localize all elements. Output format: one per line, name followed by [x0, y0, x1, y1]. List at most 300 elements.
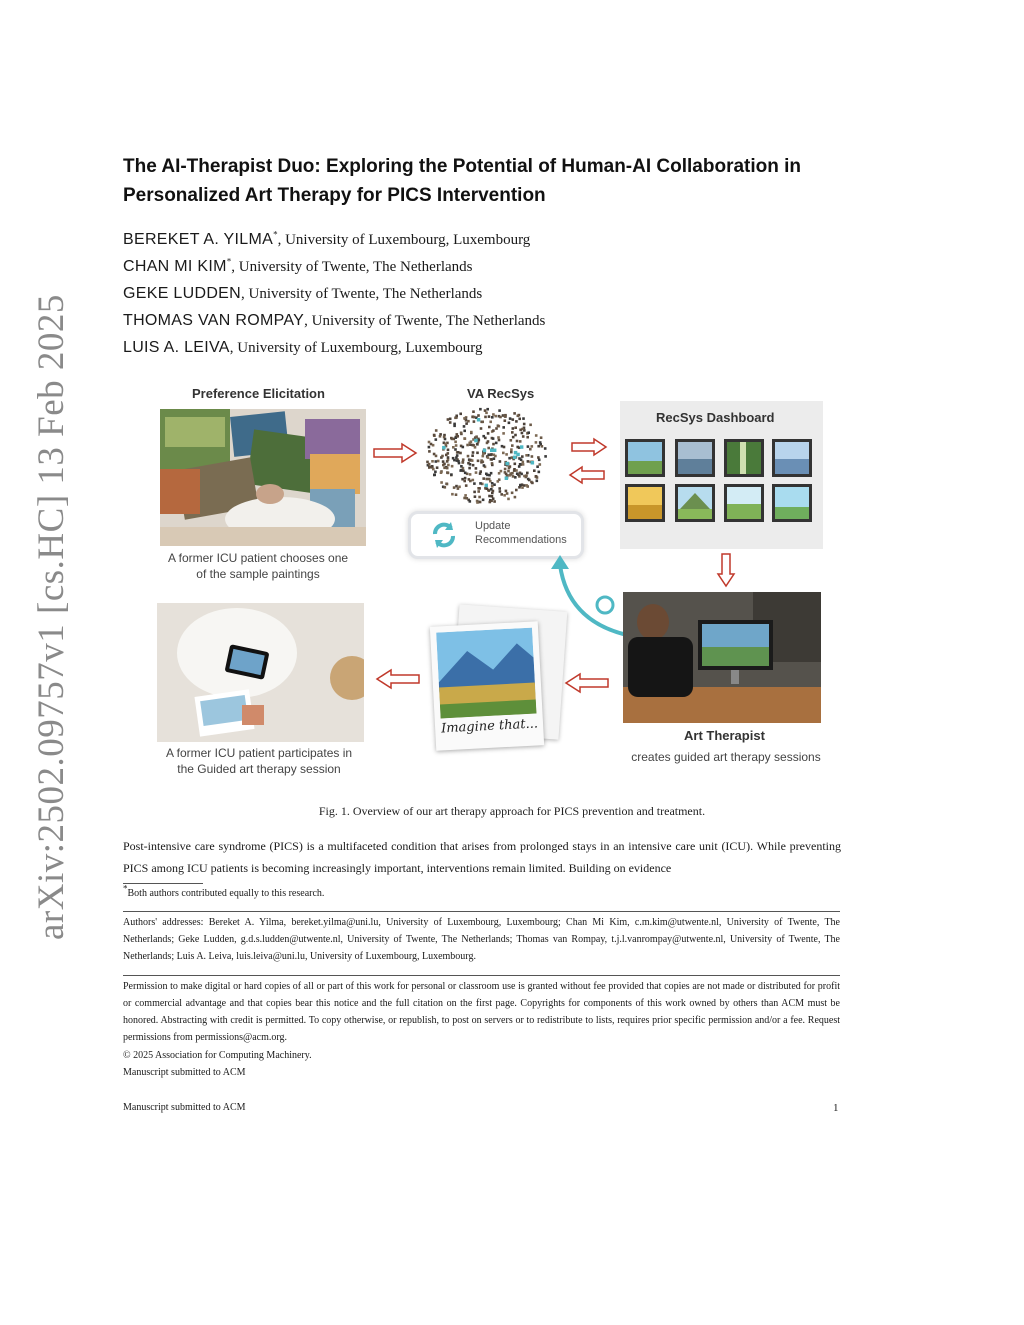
- cloud-point: [480, 459, 483, 462]
- highlighted-point: [505, 477, 509, 481]
- cloud-point: [488, 415, 491, 418]
- cloud-point: [432, 468, 435, 471]
- cloud-point: [507, 498, 510, 501]
- preference-caption-line-1: A former ICU patient chooses one: [167, 551, 349, 565]
- cloud-point: [510, 439, 513, 442]
- cloud-point: [472, 451, 475, 454]
- recsys-dashboard-title: RecSys Dashboard: [656, 410, 775, 425]
- title-line-2: Personalized Art Therapy for PICS Intervention: [123, 185, 546, 206]
- cloud-point: [525, 454, 528, 457]
- cloud-point: [443, 467, 446, 470]
- refresh-icon: [429, 520, 459, 550]
- cloud-point: [497, 436, 500, 439]
- session-caption: [150, 745, 368, 777]
- footer-manuscript: Manuscript submitted to ACM: [123, 1102, 246, 1113]
- cloud-point: [491, 495, 494, 498]
- painting-thumbnail: [772, 439, 812, 477]
- cloud-point: [463, 417, 466, 420]
- addresses-divider: [123, 911, 840, 912]
- cloud-point: [491, 482, 494, 485]
- cloud-point: [454, 441, 457, 444]
- cloud-point: [509, 472, 512, 475]
- cloud-point: [435, 429, 438, 432]
- cloud-point: [433, 453, 436, 456]
- cloud-point: [429, 466, 432, 469]
- cloud-point: [469, 500, 472, 503]
- author-affiliation: , University of Twente, The Netherlands: [241, 286, 483, 302]
- cloud-point: [461, 478, 464, 481]
- highlighted-point: [520, 445, 524, 449]
- cloud-point: [467, 462, 470, 465]
- cloud-point: [447, 472, 450, 475]
- cloud-point: [468, 467, 471, 470]
- cloud-point: [476, 443, 479, 446]
- cloud-point: [516, 440, 519, 443]
- cloud-point: [472, 464, 475, 467]
- cloud-point: [473, 491, 476, 494]
- cloud-point: [488, 478, 491, 481]
- highlighted-point: [531, 461, 535, 465]
- cloud-point: [499, 490, 502, 493]
- polaroid-front: [430, 621, 544, 750]
- cloud-point: [499, 416, 502, 419]
- arxiv-stamp: arXiv:2502.09757v1 [cs.HC] 13 Feb 2025: [31, 294, 72, 940]
- cloud-point: [517, 415, 520, 418]
- cloud-point: [482, 499, 485, 502]
- cloud-point: [447, 456, 450, 459]
- cloud-point: [472, 479, 475, 482]
- cloud-point: [503, 446, 506, 449]
- cloud-point: [428, 441, 431, 444]
- cloud-point: [513, 469, 516, 472]
- cloud-point: [485, 478, 488, 481]
- cloud-point: [485, 473, 488, 476]
- cloud-point: [526, 472, 529, 475]
- cloud-point: [511, 431, 514, 434]
- cloud-point: [433, 474, 436, 477]
- cloud-point: [493, 454, 496, 457]
- cloud-point: [479, 482, 482, 485]
- footnote-text: Both authors contributed equally to this research.: [127, 888, 325, 899]
- cloud-point: [512, 418, 515, 421]
- cloud-point: [457, 460, 460, 463]
- va-recsys-title: VA RecSys: [467, 386, 535, 401]
- cloud-point: [468, 442, 471, 445]
- right-arrow-icon: [570, 437, 608, 457]
- cloud-point: [463, 430, 466, 433]
- cloud-point: [492, 437, 495, 440]
- cloud-point: [456, 433, 459, 436]
- cloud-point: [499, 460, 502, 463]
- painting-thumbnail: [724, 439, 764, 477]
- cloud-point: [471, 454, 474, 457]
- cloud-point: [462, 458, 465, 461]
- cloud-point: [459, 452, 462, 455]
- cloud-point: [527, 445, 530, 448]
- cloud-point: [506, 492, 509, 495]
- painting-thumbnail: [772, 484, 812, 522]
- cloud-point: [508, 422, 511, 425]
- session-caption-line-2: the Guided art therapy session: [177, 762, 341, 776]
- cloud-point: [467, 420, 470, 423]
- cloud-point: [454, 417, 457, 420]
- cloud-point: [439, 435, 442, 438]
- cloud-point: [487, 440, 490, 443]
- cloud-point: [519, 440, 522, 443]
- paper-title: [123, 152, 883, 210]
- painting-collage-image: [160, 409, 366, 546]
- cloud-point: [431, 460, 434, 463]
- cloud-point: [497, 424, 500, 427]
- cloud-point: [484, 416, 487, 419]
- painting-thumbnail: [675, 484, 715, 522]
- cloud-point: [522, 463, 525, 466]
- cloud-point: [428, 450, 431, 453]
- cloud-point: [444, 486, 447, 489]
- cloud-point: [453, 486, 456, 489]
- footnote-mark: *: [123, 883, 128, 894]
- cloud-point: [478, 496, 481, 499]
- cloud-point: [500, 493, 503, 496]
- footnote: [123, 883, 325, 899]
- cloud-point: [464, 472, 467, 475]
- therapy-session-photo: [157, 603, 364, 742]
- therapist-at-computer-image: [623, 592, 821, 723]
- session-caption-line-1: A former ICU patient participates in: [165, 746, 353, 760]
- cloud-point: [457, 487, 460, 490]
- cloud-point: [504, 468, 507, 471]
- cloud-point: [475, 471, 478, 474]
- cloud-point: [479, 472, 482, 475]
- cloud-point: [460, 432, 463, 435]
- cloud-point: [487, 432, 490, 435]
- cloud-point: [535, 441, 538, 444]
- cloud-point: [447, 449, 450, 452]
- cloud-point: [521, 432, 524, 435]
- cloud-point: [469, 473, 472, 476]
- cloud-point: [428, 446, 431, 449]
- abstract-text: Post-intensive care syndrome (PICS) is a multifaceted condition that arises from prolonged stays in an intensive care unit (ICU). While preventing PICS among ICU patients is becoming increasingly important, interventions remain limited. Building on evidence: [123, 839, 841, 875]
- cloud-point: [527, 431, 530, 434]
- cloud-point: [486, 408, 489, 411]
- cloud-point: [539, 441, 542, 444]
- cloud-point: [479, 408, 482, 411]
- cloud-point: [463, 425, 466, 428]
- cloud-point: [494, 415, 497, 418]
- cloud-point: [434, 471, 437, 474]
- cloud-point: [491, 462, 494, 465]
- author-name: LUIS A. LEIVA: [123, 339, 230, 356]
- cloud-point: [520, 458, 523, 461]
- cloud-point: [484, 409, 487, 412]
- cloud-point: [523, 423, 526, 426]
- author-entry: [123, 280, 545, 307]
- cloud-point: [443, 463, 446, 466]
- cloud-point: [470, 431, 473, 434]
- cloud-point: [495, 427, 498, 430]
- cloud-point: [525, 474, 528, 477]
- cloud-point: [482, 453, 485, 456]
- cloud-point: [490, 458, 493, 461]
- down-arrow-icon: [716, 552, 736, 588]
- cloud-point: [477, 414, 480, 417]
- cloud-point: [465, 484, 468, 487]
- cloud-point: [505, 490, 508, 493]
- painting-thumbnail: [625, 484, 665, 522]
- cloud-point: [502, 432, 505, 435]
- cloud-point: [529, 448, 532, 451]
- cloud-point: [451, 465, 454, 468]
- cloud-point: [435, 438, 438, 441]
- cloud-point: [539, 463, 542, 466]
- cloud-point: [469, 459, 472, 462]
- cloud-point: [464, 477, 467, 480]
- cloud-point: [516, 446, 519, 449]
- cloud-point: [502, 426, 505, 429]
- cloud-point: [510, 451, 513, 454]
- cloud-point: [521, 486, 524, 489]
- left-arrow-icon: [375, 668, 421, 690]
- highlighted-point: [477, 418, 481, 422]
- cloud-point: [461, 461, 464, 464]
- art-therapist-title: Art Therapist: [684, 728, 765, 743]
- update-label-line-1: Update: [475, 520, 511, 532]
- cloud-point: [450, 473, 453, 476]
- left-arrow-icon: [568, 465, 606, 485]
- cloud-point: [449, 418, 452, 421]
- author-affiliation: , University of Luxembourg, Luxembourg: [229, 340, 483, 356]
- cloud-point: [495, 442, 498, 445]
- cloud-point: [453, 423, 456, 426]
- author-entry: [123, 253, 545, 280]
- cloud-point: [471, 459, 474, 462]
- preference-elicitation-photo: [160, 409, 366, 546]
- footnote-divider: [123, 883, 203, 884]
- cloud-point: [454, 448, 457, 451]
- cloud-point: [476, 452, 479, 455]
- equal-contrib-mark: *: [273, 229, 278, 240]
- cloud-point: [481, 421, 484, 424]
- cloud-point: [459, 413, 462, 416]
- cloud-point: [440, 481, 443, 484]
- cloud-point: [491, 416, 494, 419]
- cloud-point: [463, 437, 466, 440]
- cloud-point: [480, 427, 483, 430]
- art-therapist-caption: creates guided art therapy sessions: [631, 750, 821, 764]
- author-entry: [123, 226, 545, 253]
- cloud-point: [522, 417, 525, 420]
- cloud-point: [514, 463, 517, 466]
- cloud-point: [487, 447, 490, 450]
- update-label-line-2: Recommendations: [475, 534, 567, 546]
- author-list: [123, 226, 545, 361]
- cloud-point: [492, 443, 495, 446]
- cloud-point: [503, 494, 506, 497]
- cloud-point: [443, 436, 446, 439]
- cloud-point: [498, 472, 501, 475]
- cloud-point: [490, 488, 493, 491]
- cloud-point: [450, 437, 453, 440]
- author-name: THOMAS VAN ROMPAY: [123, 312, 305, 329]
- author-affiliation: , University of Twente, The Netherlands: [231, 259, 473, 275]
- cloud-point: [446, 483, 449, 486]
- cloud-point: [508, 467, 511, 470]
- figure-caption: Fig. 1. Overview of our art therapy approach for PICS prevention and treatment.: [318, 804, 706, 818]
- cloud-point: [537, 456, 540, 459]
- highlighted-point: [485, 484, 489, 488]
- cloud-point: [460, 469, 463, 472]
- cloud-point: [476, 501, 479, 504]
- cloud-point: [514, 434, 517, 437]
- cloud-point: [488, 489, 491, 492]
- cloud-point: [531, 482, 534, 485]
- cloud-point: [493, 483, 496, 486]
- cloud-point: [519, 429, 522, 432]
- manuscript-notice: Manuscript submitted to ACM: [123, 1067, 246, 1078]
- cloud-point: [444, 443, 447, 446]
- cloud-point: [533, 469, 536, 472]
- cloud-point: [457, 451, 460, 454]
- cloud-point: [462, 446, 465, 449]
- author-entry: [123, 334, 545, 361]
- cloud-point: [497, 480, 500, 483]
- cloud-point: [518, 486, 521, 489]
- cloud-point: [490, 500, 493, 503]
- highlighted-point: [516, 453, 520, 457]
- equal-contrib-mark: *: [226, 256, 232, 267]
- cloud-point: [455, 493, 458, 496]
- cloud-point: [519, 463, 522, 466]
- cloud-point: [511, 492, 514, 495]
- cloud-point: [426, 461, 429, 464]
- cloud-point: [502, 452, 505, 455]
- copyright-notice: © 2025 Association for Computing Machinery.: [123, 1050, 312, 1061]
- cloud-point: [482, 455, 485, 458]
- recommended-paintings-grid: [620, 401, 823, 549]
- cloud-point: [433, 434, 436, 437]
- cloud-point: [535, 475, 538, 478]
- cloud-point: [509, 417, 512, 420]
- cloud-point: [498, 487, 501, 490]
- cloud-point: [526, 436, 529, 439]
- cloud-point: [447, 452, 450, 455]
- polaroid-caption: Imagine that...: [440, 716, 539, 737]
- cloud-point: [474, 495, 477, 498]
- permission-divider: [123, 975, 840, 976]
- cloud-point: [478, 439, 481, 442]
- cloud-point: [472, 410, 475, 413]
- cloud-point: [446, 467, 449, 470]
- cloud-point: [511, 444, 514, 447]
- author-affiliation: , University of Luxembourg, Luxembourg: [277, 232, 531, 248]
- author-name: GEKE LUDDEN: [123, 285, 241, 302]
- cloud-point: [475, 467, 478, 470]
- cloud-point: [515, 420, 518, 423]
- cloud-point: [477, 490, 480, 493]
- cloud-point: [540, 436, 543, 439]
- cloud-point: [436, 466, 439, 469]
- preference-caption: [150, 550, 366, 582]
- cloud-point: [514, 426, 517, 429]
- cloud-point: [503, 415, 506, 418]
- cloud-point: [535, 434, 538, 437]
- guided-painting-image: [436, 628, 536, 719]
- author-name: CHAN MI KIM: [123, 258, 227, 275]
- cloud-point: [467, 455, 470, 458]
- cloud-point: [491, 485, 494, 488]
- cloud-point: [473, 416, 476, 419]
- cloud-point: [482, 477, 485, 480]
- cloud-point: [474, 446, 477, 449]
- recsys-dashboard-panel: [620, 401, 823, 549]
- cloud-point: [515, 469, 518, 472]
- cloud-point: [483, 464, 486, 467]
- cloud-point: [446, 460, 449, 463]
- art-therapist-photo: [623, 592, 821, 723]
- cloud-point: [492, 429, 495, 432]
- cloud-point: [447, 464, 450, 467]
- update-recommendations-badge: [408, 511, 584, 559]
- painting-thumbnail: [625, 439, 665, 477]
- cloud-point: [527, 460, 530, 463]
- cloud-point: [490, 472, 493, 475]
- cloud-point: [455, 444, 458, 447]
- cloud-point: [435, 460, 438, 463]
- cloud-point: [505, 453, 508, 456]
- cloud-point: [437, 460, 440, 463]
- highlighted-point: [490, 449, 494, 453]
- cloud-point: [441, 455, 444, 458]
- highlighted-point: [513, 456, 517, 460]
- cloud-point: [489, 421, 492, 424]
- cloud-point: [513, 412, 516, 415]
- permission-notice: Permission to make digital or hard copies of all or part of this work for personal or classroom use is granted without fee provided that copies are not made or distributed for profit or commercial advantage and that copies bear this notice and the full citation on the first page. Copyrights for components of this work owned by others than ACM must be honored. Abstracting with credit is permitted. To copy otherwise, or republish, to post on servers or to redistribute to lists, requires prior specific permission and/or a fee. Request permissions from permissions@acm.org.: [123, 981, 840, 1043]
- author-entry: [123, 307, 545, 334]
- author-addresses: Authors' addresses: Bereket A. Yilma, bereket.yilma@uni.lu, University of Luxembourg, Luxembourg; Chan Mi Kim, c.m.kim@utwente.nl, University of Twente, The Netherlands; Geke Ludden, g.d.s.ludden@utwente.nl, University of Twente, The Netherlands; Thomas van Rompay, t.j.l.vanrompay@utwente.nl, University of Twente, The Netherlands; Luis A. Leiva, luis.leiva@uni.lu, University of Luxembourg, Luxembourg.: [123, 917, 840, 962]
- right-arrow-icon: [372, 442, 418, 464]
- cloud-point: [447, 418, 450, 421]
- recsys-point-cloud: [420, 402, 550, 512]
- cloud-point: [451, 493, 454, 496]
- cloud-point: [538, 471, 541, 474]
- painting-thumbnail: [724, 484, 764, 522]
- left-arrow-icon: [564, 672, 610, 694]
- cloud-point: [531, 455, 534, 458]
- cloud-point: [507, 470, 510, 473]
- cloud-point: [544, 455, 547, 458]
- cloud-point: [460, 465, 463, 468]
- cloud-point: [529, 424, 532, 427]
- cloud-point: [518, 418, 521, 421]
- cloud-point: [468, 478, 471, 481]
- page-number: 1: [833, 1102, 839, 1114]
- cloud-point: [514, 476, 517, 479]
- preference-caption-line-2: of the sample paintings: [196, 567, 320, 581]
- title-line-1: The AI-Therapist Duo: Exploring the Potential of Human-AI Collaboration in: [123, 156, 802, 177]
- preference-elicitation-title: Preference Elicitation: [192, 386, 325, 401]
- overview-figure: [150, 380, 840, 790]
- cloud-point: [455, 485, 458, 488]
- cloud-point: [473, 420, 476, 423]
- cloud-point: [544, 447, 547, 450]
- cloud-point: [440, 471, 443, 474]
- cloud-point: [442, 460, 445, 463]
- cloud-point: [490, 453, 493, 456]
- cloud-point: [477, 460, 480, 463]
- author-name: BEREKET A. YILMA: [123, 231, 274, 248]
- cloud-point: [536, 480, 539, 483]
- cloud-point: [541, 445, 544, 448]
